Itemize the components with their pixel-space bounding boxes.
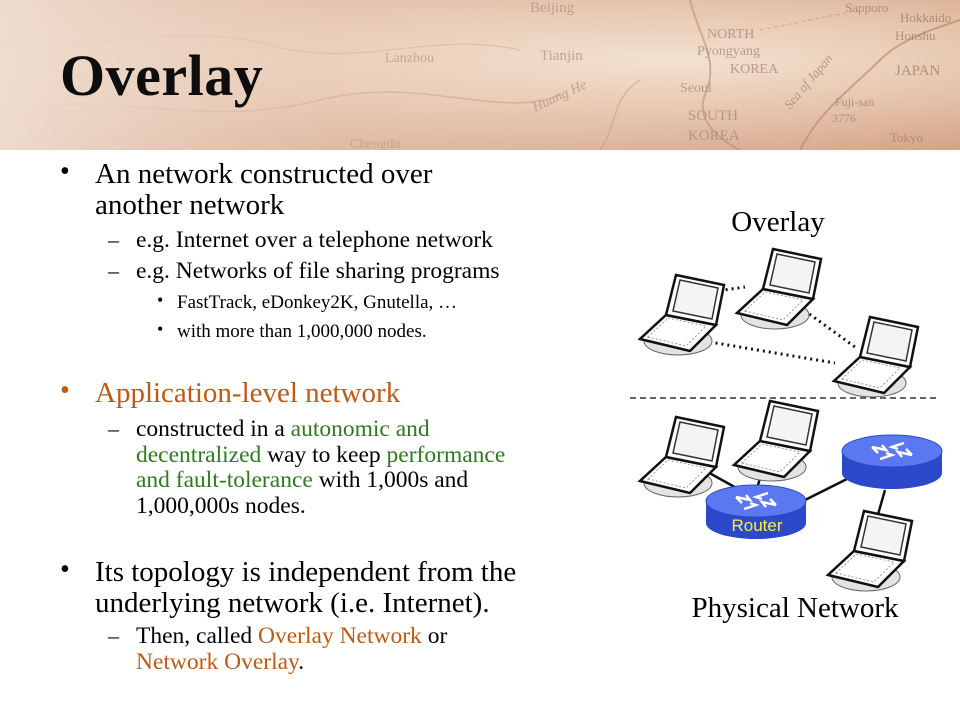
bullet-3-line-2: underlying network (i.e. Internet). <box>95 587 490 619</box>
overlay-label: Overlay <box>731 206 825 238</box>
laptop-icon <box>834 317 918 397</box>
overlay-network-diagram <box>620 195 950 635</box>
bullet-2-sub-line-2 <box>136 442 505 468</box>
bullet-marker: • <box>60 554 70 585</box>
bullet-3-sub-line-1 <box>136 623 447 649</box>
text-run: constructed in a <box>136 416 291 442</box>
router-icon <box>842 435 942 489</box>
bullet-marker: • <box>60 156 70 187</box>
bullet-1-sub-1: e.g. Internet over a telephone network <box>136 227 493 253</box>
bullet-1-subsub-1: FastTrack, eDonkey2K, Gnutella, … <box>177 292 458 313</box>
laptop-icon <box>640 275 724 355</box>
laptop-icon <box>828 511 912 591</box>
physical-network-label: Physical Network <box>691 592 899 624</box>
dash-marker: – <box>108 623 119 648</box>
text-run: with 1,000s and <box>312 467 469 493</box>
dash-marker: – <box>108 258 119 283</box>
bullet-marker-orange: • <box>60 375 70 406</box>
bullet-2-sub-line-4: 1,000,000s nodes. <box>136 493 306 519</box>
highlight-green: autonomic and <box>290 416 430 442</box>
slide-title: Overlay <box>60 43 264 108</box>
bullet-1-sub-2: e.g. Networks of file sharing programs <box>136 258 500 284</box>
highlight-green: decentralized <box>136 442 262 468</box>
bullet-3-sub-line-2 <box>136 649 304 675</box>
small-bullet-marker: • <box>157 290 164 310</box>
dash-marker: – <box>108 416 119 441</box>
highlight-green: and fault-tolerance <box>136 467 313 493</box>
text-run: Then, called <box>136 623 259 649</box>
bullet-2-sub-line-1 <box>136 416 430 442</box>
highlight-green: performance <box>386 442 506 468</box>
bullet-2-line-1: Application-level network <box>95 377 401 409</box>
laptop-icon <box>640 417 724 497</box>
text-run: way to keep <box>261 442 387 468</box>
bullet-1-line-2: another network <box>95 189 285 221</box>
bullet-1-subsub-2: with more than 1,000,000 nodes. <box>177 321 427 342</box>
text-run: . <box>298 649 305 675</box>
dash-marker: – <box>108 227 119 252</box>
router-label: Router <box>731 516 783 535</box>
bullet-3-line-1: Its topology is independent from the <box>95 556 517 588</box>
text-run: or <box>421 623 448 649</box>
laptop-icon <box>734 401 818 481</box>
highlight-orange: Overlay Network <box>258 623 422 649</box>
bullet-1-line-1: An network constructed over <box>95 158 433 190</box>
highlight-orange: Network Overlay <box>136 649 299 675</box>
bullet-2-sub-line-3 <box>136 467 468 493</box>
laptop-icon <box>737 249 821 329</box>
small-bullet-marker: • <box>157 319 164 339</box>
